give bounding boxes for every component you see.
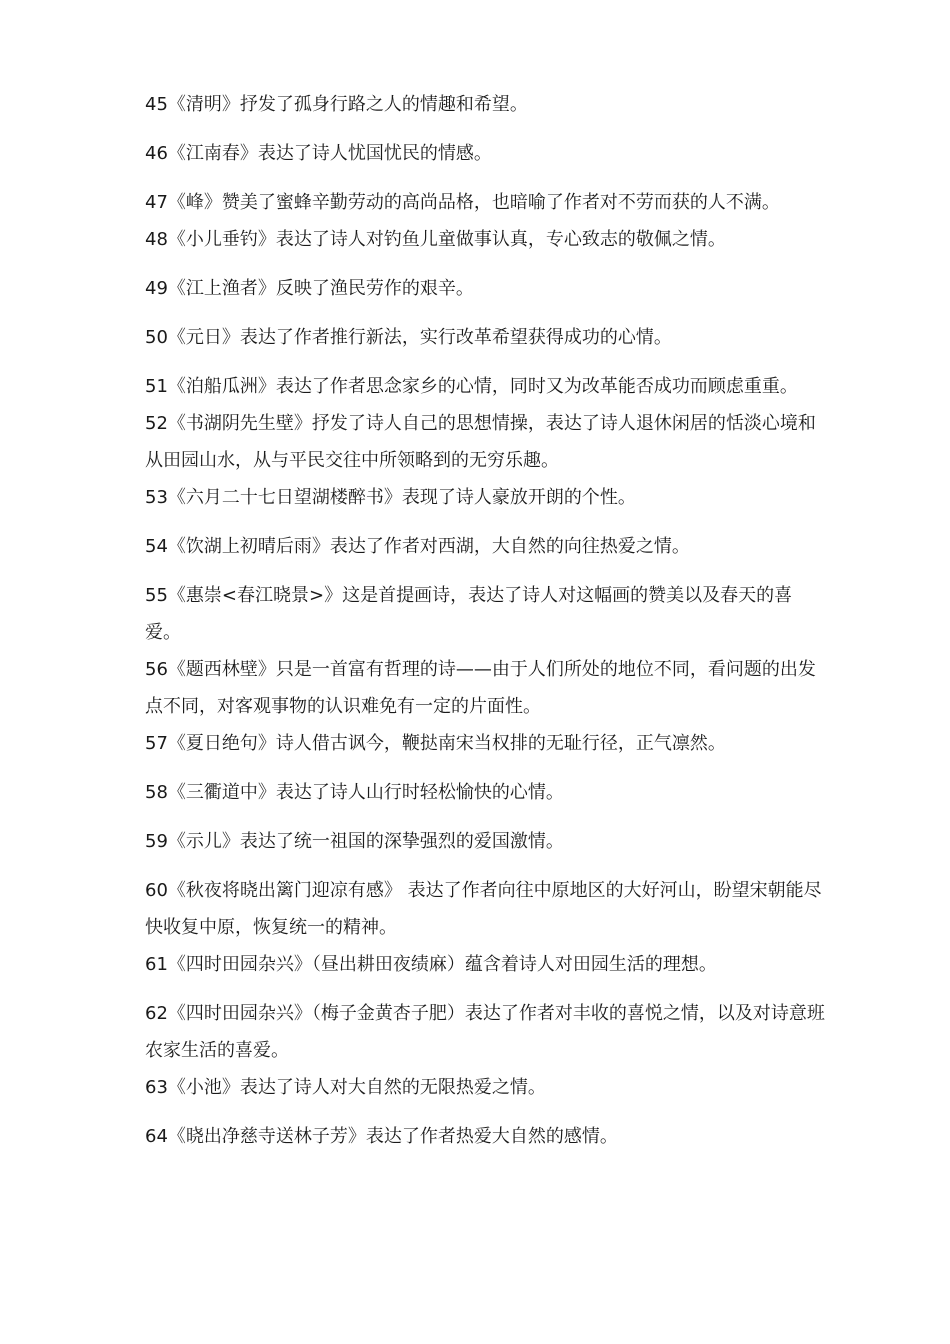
- item-number: 62: [145, 1003, 168, 1024]
- list-item: [145, 368, 825, 405]
- item-number: 49: [145, 278, 168, 299]
- item-text: 《江上渔者》反映了渔民劳作的艰辛。: [167, 278, 474, 299]
- item-text: 《示儿》表达了统一祖国的深挚强烈的爱国激情。: [167, 831, 564, 852]
- item-text: 《饮湖上初晴后雨》表达了作者对西湖，大自然的向往热爱之情。: [167, 536, 690, 557]
- item-number: 47: [145, 192, 168, 213]
- list-item: [145, 221, 825, 258]
- item-text: 《元日》表达了作者推行新法，实行改革希望获得成功的心情。: [167, 327, 672, 348]
- item-number: 56: [145, 659, 168, 680]
- item-text: 《峰》赞美了蜜蜂辛勤劳动的高尚品格，也暗喻了作者对不劳而获的人不满。: [167, 192, 780, 213]
- item-number: 48: [145, 229, 168, 250]
- item-number: 61: [145, 954, 168, 975]
- item-number: 57: [145, 733, 168, 754]
- item-number: 58: [145, 782, 168, 803]
- list-item: [145, 319, 825, 356]
- item-text: 《秋夜将晓出篱门迎凉有感》 表达了作者向往中原地区的大好河山，盼望宋朝能尽快收复中原，恢复统一的精神。: [145, 880, 822, 938]
- list-item: [145, 270, 825, 307]
- item-number: 46: [145, 143, 168, 164]
- list-item: [145, 651, 825, 725]
- item-number: 63: [145, 1077, 168, 1098]
- list-item: [145, 577, 825, 651]
- item-text: 《四时田园杂兴》（昼出耕田夜绩麻）蕴含着诗人对田园生活的理想。: [167, 954, 717, 975]
- list-item: [145, 86, 825, 123]
- list-item: [145, 405, 825, 479]
- list-item: [145, 184, 825, 221]
- list-item: [145, 995, 825, 1069]
- list-item: [145, 479, 825, 516]
- item-text: 《清明》抒发了孤身行路之人的情趣和希望。: [167, 94, 528, 115]
- list-item: [145, 528, 825, 565]
- item-text: 《书湖阴先生壁》抒发了诗人自己的思想情操，表达了诗人退休闲居的恬淡心境和从田园山水，从与平民交往中所领略到的无穷乐趣。: [145, 413, 816, 471]
- item-number: 54: [145, 536, 168, 557]
- item-number: 51: [145, 376, 168, 397]
- item-text: 《惠崇<春江晓景>》这是首提画诗，表达了诗人对这幅画的赞美以及春天的喜爱。: [145, 585, 793, 643]
- item-text: 《泊船瓜洲》表达了作者思念家乡的心情，同时又为改革能否成功而顾虑重重。: [167, 376, 798, 397]
- list-item: [145, 135, 825, 172]
- item-text: 《夏日绝句》诗人借古讽今，鞭挞南宋当权排的无耻行径，正气凛然。: [167, 733, 726, 754]
- item-number: 55: [145, 585, 168, 606]
- item-text: 《小池》表达了诗人对大自然的无限热爱之情。: [167, 1077, 546, 1098]
- item-text: 《四时田园杂兴》（梅子金黄杏子肥）表达了作者对丰收的喜悦之情，以及对诗意班农家生活的喜爱。: [145, 1003, 825, 1061]
- item-text: 《三衢道中》表达了诗人山行时轻松愉快的心情。: [167, 782, 564, 803]
- list-item: [145, 946, 825, 983]
- document-body: [145, 86, 825, 1167]
- item-number: 45: [145, 94, 168, 115]
- item-number: 64: [145, 1126, 168, 1147]
- item-number: 53: [145, 487, 168, 508]
- list-item: [145, 1118, 825, 1155]
- list-item: [145, 1069, 825, 1106]
- list-item: [145, 872, 825, 946]
- item-number: 52: [145, 413, 168, 434]
- list-item: [145, 823, 825, 860]
- item-text: 《小儿垂钓》表达了诗人对钓鱼儿童做事认真，专心致志的敬佩之情。: [167, 229, 726, 250]
- item-text: 《六月二十七日望湖楼醉书》表现了诗人豪放开朗的个性。: [167, 487, 636, 508]
- item-text: 《晓出净慈寺送林子芳》表达了作者热爱大自然的感情。: [167, 1126, 618, 1147]
- item-text: 《江南春》表达了诗人忧国忧民的情感。: [167, 143, 492, 164]
- item-number: 60: [145, 880, 168, 901]
- item-number: 59: [145, 831, 168, 852]
- list-item: [145, 725, 825, 762]
- item-text: 《题西林壁》只是一首富有哲理的诗——由于人们所处的地位不同，看问题的出发点不同，对客观事物的认识难免有一定的片面性。: [145, 659, 816, 717]
- list-item: [145, 774, 825, 811]
- item-number: 50: [145, 327, 168, 348]
